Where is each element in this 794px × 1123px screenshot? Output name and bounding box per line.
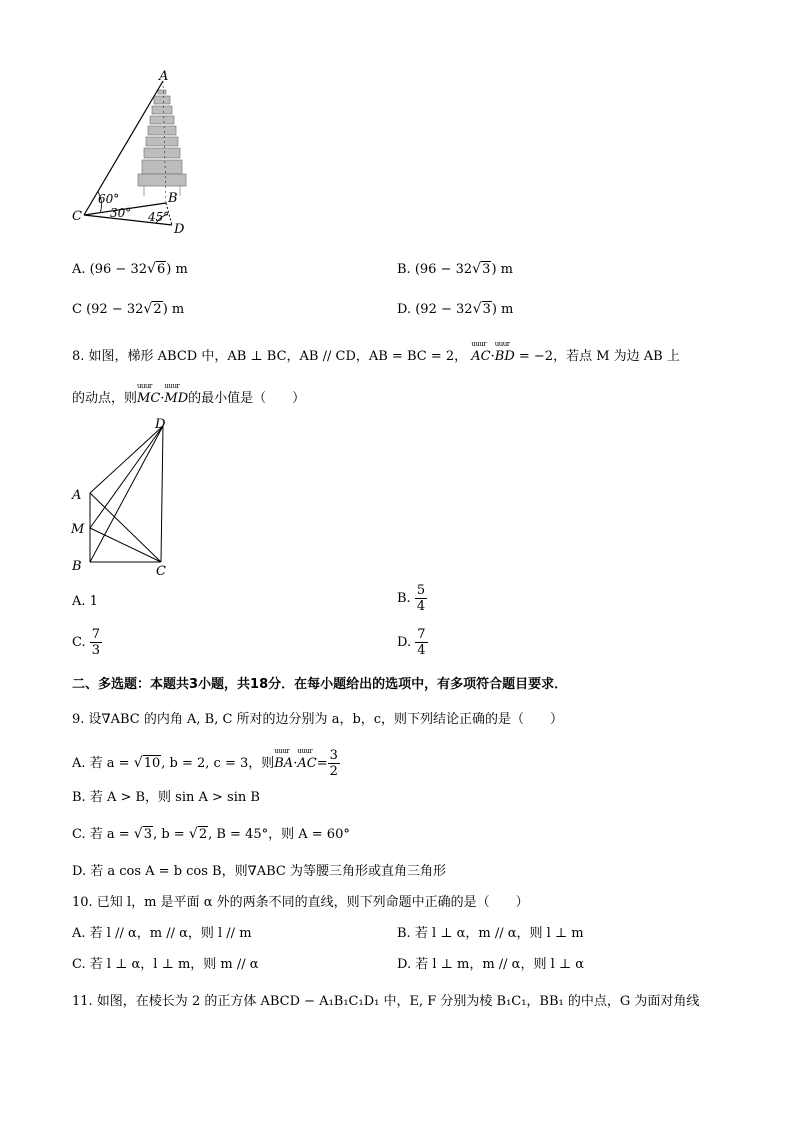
option-unit: ) m [162,302,185,317]
option-unit: ) m [166,262,188,277]
q10-option-a[interactable]: A. 若 l // α，m // α，则 l // m [72,926,252,941]
q9-stem: 9. 设∇ABC 的内角 A, B, C 所对的边分别为 a，b，c，则下列结论正确的是（ ） [72,712,564,727]
label-D: D [174,222,185,237]
fraction: $\frac{7}{4}$ [417,627,426,658]
section-heading: 二、多选题：本题共3小题，共18分．在每小题给出的选项中，有多项符合题目要求． [72,677,568,692]
angle-45: 45° [148,210,170,224]
q8-option-b[interactable] [397,583,427,614]
sqrt-symbol: √ 10 [134,756,162,771]
q10-stem: 10. 已知 l，m 是平面 α 外的两条不同的直线，则下列命题中正确的是（ ） [72,895,529,910]
q9-option-c[interactable]: C. 若 a = √ 3, b = √ 2, B = 45°，则 A = 60° [72,823,350,842]
vector-MD: uuur MD [164,391,188,406]
q9-option-a[interactable]: A. 若 a = √ 10, b = 2, c = 3，则uuur BA·uuur AC= $\frac{3}{2}$ [72,748,340,779]
fraction: $\frac{5}{4}$ [416,583,426,614]
q9-option-d[interactable]: D. 若 a cos A = b cos B，则∇ABC 为等腰三角形或直角三角形 [72,864,446,879]
q7-option-c[interactable] [72,302,184,317]
option-text: (96 − 32 [414,262,473,277]
sqrt-symbol: √ 2 [189,827,208,842]
label-C: C [156,564,166,579]
option-letter: C [72,302,82,317]
vector-BA: uuur BA [274,756,293,771]
fraction: $\frac{3}{2}$ [329,748,338,779]
sqrt-symbol: √ 3 [472,262,491,277]
q8-option-d[interactable] [397,627,428,658]
q7-option-a[interactable] [72,262,188,277]
option-letter: A. [72,262,86,277]
label-A: A [72,488,82,503]
fraction: $\frac{7}{3}$ [91,627,101,658]
q8-stem-line1: 8. 如图，梯形 ABCD 中，AB ⊥ BC，AB // CD，AB = BC = 2， uuur AC·uuur BD = −2，若点 M 为边 AB 上 [72,345,680,364]
label-C: C [72,209,82,224]
sqrt-symbol: √ 2 [143,302,162,317]
label-D: D [155,417,166,432]
label-A: A [159,69,169,84]
option-text: (92 − 32 [415,302,473,317]
q8-option-c[interactable] [72,627,102,658]
option-text: (92 − 32 [86,302,144,317]
angle-60: 60° [98,192,120,206]
q10-option-d[interactable]: D. 若 l ⊥ m，m // α，则 l ⊥ α [397,957,585,972]
sqrt-symbol: √ 6 [147,262,166,277]
q7-option-b[interactable] [397,262,513,277]
sqrt-symbol: √ 3 [134,827,153,842]
option-letter: B. [397,591,411,606]
vector-MC: uuur MC [137,391,160,406]
pagoda-image [138,90,186,196]
label-M: M [71,522,85,537]
vector-AC: uuur AC [297,756,316,771]
q10-option-c[interactable]: C. 若 l ⊥ α，l ⊥ m，则 m // α [72,957,259,972]
angle-30: 30° [110,206,132,220]
q8-stem-line2: 的动点，则uuur MC·uuur MD的最小值是（ ） [72,387,305,406]
vector-BD: uuur BD [495,349,515,364]
trapezoid-figure [66,414,186,579]
q10-option-b[interactable]: B. 若 l ⊥ α，m // α，则 l ⊥ m [397,926,584,941]
option-letter: C. [72,635,86,650]
option-unit: ) m [491,302,514,317]
option-unit: ) m [491,262,513,277]
q8-option-a[interactable]: A. 1 [72,594,98,609]
q9-option-b[interactable]: B. 若 A > B，则 sin A > sin B [72,790,260,805]
sqrt-symbol: √ 3 [473,302,492,317]
option-letter: D. [397,302,412,317]
pagoda-triangle-figure [60,68,210,238]
vector-AC: uuur AC [471,349,490,364]
label-B: B [72,559,82,574]
q7-option-d[interactable] [397,302,513,317]
q11-stem: 11. 如图，在棱长为 2 的正方体 ABCD − A₁B₁C₁D₁ 中，E, F 分别为棱 B₁C₁，BB₁ 的中点，G 为面对角线 [72,994,700,1009]
option-text: (96 − 32 [89,262,147,277]
option-letter: B. [397,262,411,277]
label-B: B [168,191,178,206]
option-letter: D. [397,635,412,650]
